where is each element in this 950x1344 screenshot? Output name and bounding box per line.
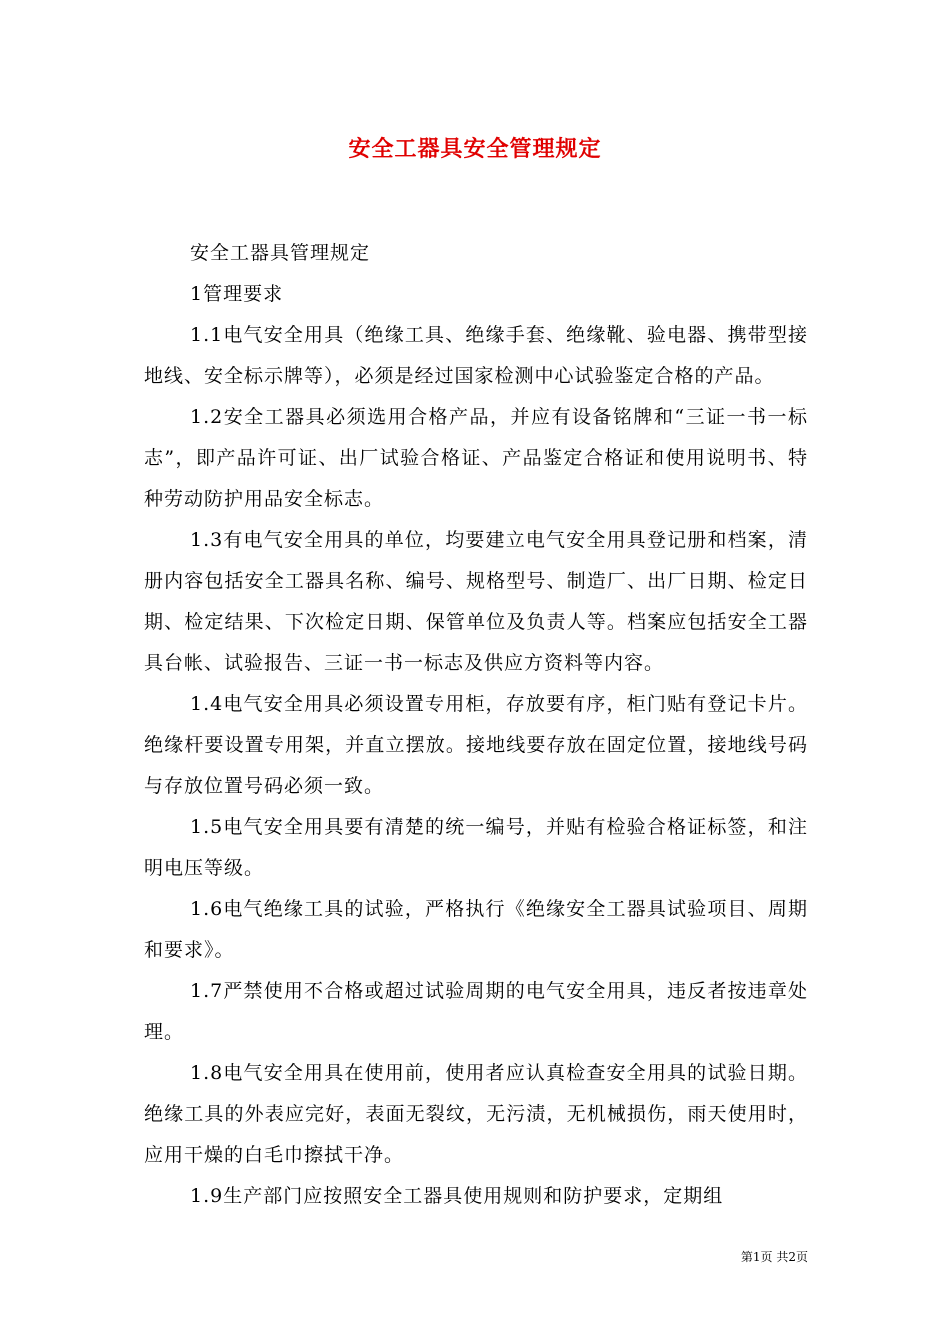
- section-heading: 安全工器具管理规定: [190, 242, 371, 264]
- document-body: [144, 233, 808, 1217]
- paragraph-1-3: 1.3有电气安全用具的单位，均要建立电气安全用具登记册和档案，清册内容包括安全工器具名称、编号、规格型号、制造厂、出厂日期、检定日期、检定结果、下次检定日期、保管单位及负责人等。档案应包括安全工器具台帐、试验报告、三证一书一标志及供应方资料等内容。: [144, 529, 808, 674]
- paragraph-1-8: 1.8电气安全用具在使用前，使用者应认真检查安全用具的试验日期。绝缘工具的外表应完好，表面无裂纹，无污渍，无机械损伤，雨天使用时，应用干燥的白毛巾擦拭干净。: [144, 1062, 808, 1166]
- paragraph-1-9: 1.9生产部门应按照安全工器具使用规则和防护要求，定期组: [190, 1185, 724, 1207]
- document-title: 安全工器具安全管理规定: [348, 136, 602, 162]
- paragraph-1-5: 1.5电气安全用具要有清楚的统一编号，并贴有检验合格证标签，和注明电压等级。: [144, 816, 808, 879]
- paragraph-1-6: 1.6电气绝缘工具的试验，严格执行《绝缘安全工器具试验项目、周期和要求》。: [144, 898, 808, 961]
- paragraph-1-2: 1.2安全工器具必须选用合格产品，并应有设备铭牌和“三证一书一标志”，即产品许可证、出厂试验合格证、产品鉴定合格证和使用说明书、特种劳动防护用品安全标志。: [144, 406, 808, 510]
- paragraph-1-4: 1.4电气安全用具必须设置专用柜，存放要有序，柜门贴有登记卡片。绝缘杆要设置专用架，并直立摆放。接地线要存放在固定位置，接地线号码与存放位置号码必须一致。: [144, 693, 808, 797]
- paragraph-1-1: 1.1电气安全用具（绝缘工具、绝缘手套、绝缘靴、验电器、携带型接地线、安全标示牌等），必须是经过国家检测中心试验鉴定合格的产品。: [144, 324, 808, 387]
- section-subheading: 1管理要求: [190, 283, 284, 305]
- paragraph-1-7: 1.7严禁使用不合格或超过试验周期的电气安全用具，违反者按违章处理。: [144, 980, 808, 1043]
- page-number: 第1页 共2页: [740, 1250, 808, 1264]
